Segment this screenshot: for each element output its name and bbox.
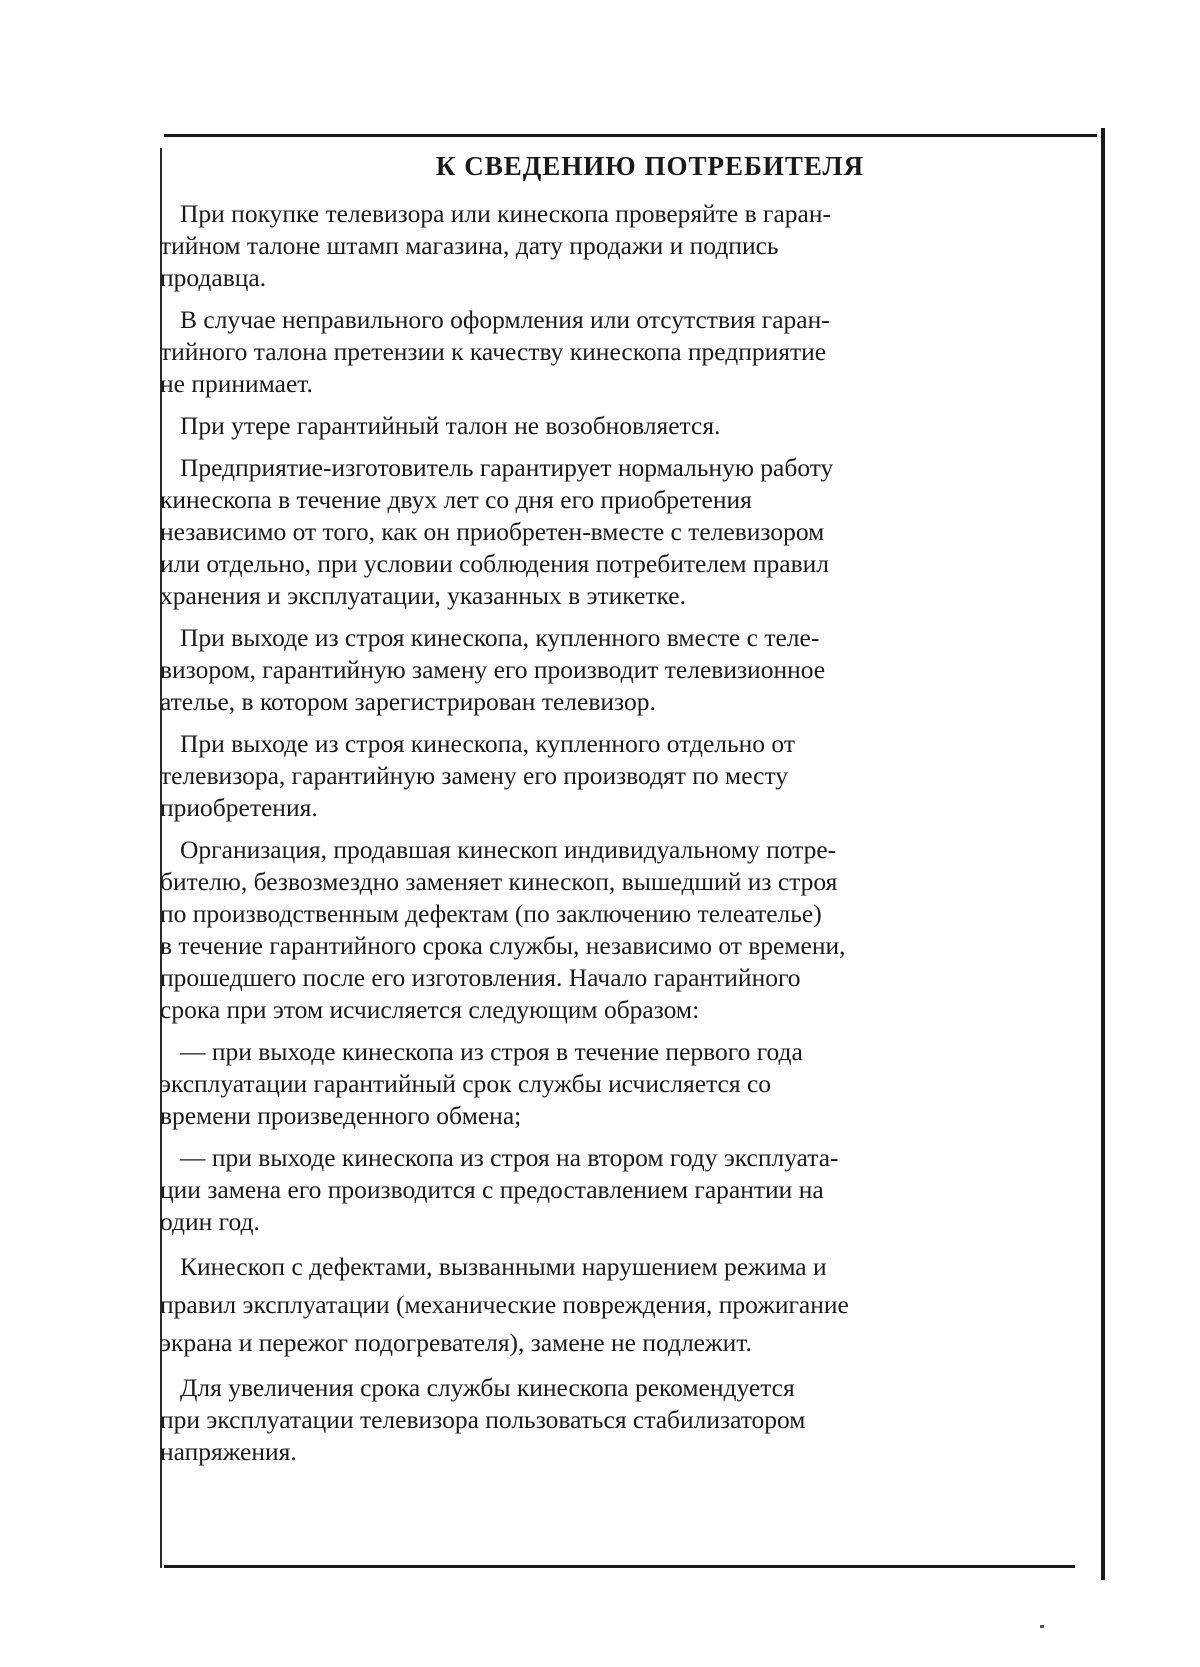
paragraph-replacement-with-tv: При выходе из строя кинескопа, купленного вместе с теле- визором, гарантийную замену его производит телевизионное ателье, в котором зарегистрирован телевизор. [160, 623, 826, 716]
notice-body [160, 146, 1095, 1478]
paragraph-purchase-check: При покупке телевизора или кинескопа проверяйте в гаран- тийном талоне штамп магазина, дату продажи и подпись продавца. [160, 199, 832, 292]
paragraph-first-year: — при выходе кинескопа из строя в течение первого года эксплуатации гарантийный срок службы исчисляется со времени произведенного обмена; [160, 1037, 803, 1130]
paragraph-replacement-separate: При выходе из строя кинескопа, купленного отдельно от телевизора, гарантийную замену его производят по месту приобретения. [160, 729, 795, 822]
top-rule [164, 134, 1097, 137]
bottom-rule [164, 1565, 1075, 1568]
notice-title: К СВЕДЕНИЮ ПОТРЕБИТЕЛЯ [435, 151, 865, 181]
notice-frame [160, 128, 1105, 1580]
paragraph-exclusions: Кинескоп с дефектами, вызванными нарушением режима и правил эксплуатации (механические повреждения, прожигание экрана и пережог подогревателя), замене не подлежит. [160, 1252, 849, 1357]
paragraph-warranty-term: Предприятие-изготовитель гарантирует нормальную работу кинескопа в течение двух лет со дня его приобретения независимо от того, как он приобретен-вместе с телевизором или отдельно, при условии соблюдения потребителем правил хранения и эксплуатации, указанных в этикетке. [160, 453, 834, 610]
paragraph-lost-coupon: При утере гарантийный талон не возобновляется. [180, 411, 721, 440]
paragraph-organization-replacement: Организация, продавшая кинескоп индивидуальному потре- бителю, безвозмездно заменяет кинескоп, вышедший из строя по производственным дефектам (по заключению телеателье) в течение гарантийного срока службы, независимо от времени, прошедшего после его изготовления. Начало гарантийного срока при этом исчисляется следующим образом: [160, 835, 846, 1024]
right-border [1101, 128, 1105, 1580]
paragraph-second-year: — при выходе кинескопа из строя на втором году эксплуата- ции замена его производится с предоставлением гарантии на один год. [160, 1143, 839, 1236]
paragraph-invalid-coupon: В случае неправильного оформления или отсутствия гаран- тийного талона претензии к качеству кинескопа предприятие не принимает. [160, 305, 830, 398]
scan-speck [1040, 1625, 1044, 1628]
paragraph-stabilizer-advice: Для увеличения срока службы кинескопа рекомендуется при эксплуатации телевизора пользоваться стабилизатором напряжения. [160, 1373, 806, 1466]
